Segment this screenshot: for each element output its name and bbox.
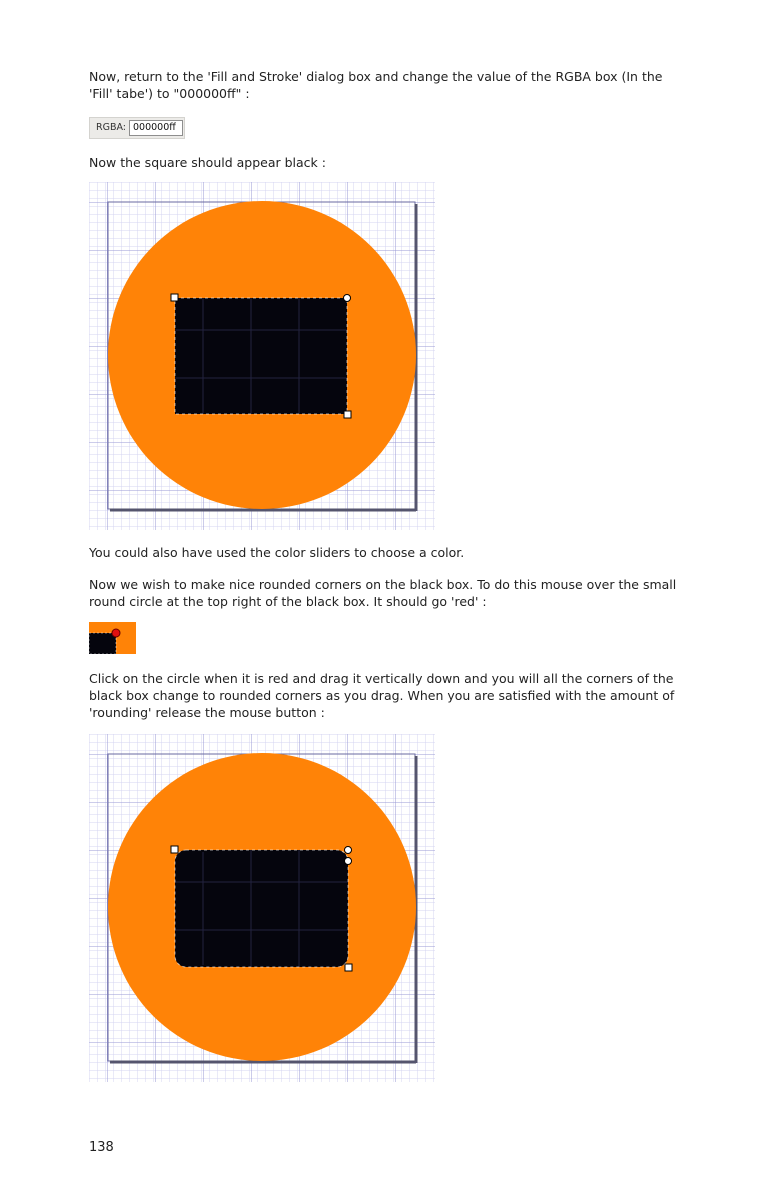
canvas-screenshot-black-box xyxy=(89,182,435,530)
square-handle-icon[interactable] xyxy=(171,294,178,301)
circle-handle-icon[interactable] xyxy=(345,858,352,865)
circle-handle-icon[interactable] xyxy=(344,295,351,302)
rounded-corners-paragraph: Now we wish to make nice rounded corners on the black box. To do this mouse over the small round circle at the top right of the black box. It should go 'red' : xyxy=(89,577,677,609)
black-square-paragraph: Now the square should appear black : xyxy=(89,155,326,170)
color-sliders-paragraph: You could also have used the color sliders to choose a color. xyxy=(89,545,465,560)
rgba-input[interactable]: 000000ff xyxy=(129,120,183,136)
page-number: 138 xyxy=(89,1140,114,1155)
rounded-black-box[interactable] xyxy=(175,850,348,967)
square-handle-icon[interactable] xyxy=(345,964,352,971)
circle-handle-icon[interactable] xyxy=(345,847,352,854)
drag-instructions-paragraph: Click on the circle when it is red and drag it vertically down and you will all the corners of the black box change to rounded corners as you drag. When you are satisfied with the amount of 'rounding' release the mouse button : xyxy=(89,671,675,720)
circle-handle-icon[interactable] xyxy=(112,629,120,637)
square-handle-icon[interactable] xyxy=(344,411,351,418)
rgba-label: RGBA: xyxy=(96,122,127,133)
black-box[interactable] xyxy=(175,298,347,414)
square-handle-icon[interactable] xyxy=(171,846,178,853)
handle-hover-thumbnail xyxy=(89,622,136,654)
canvas-screenshot-rounded-box xyxy=(89,734,435,1082)
rgba-field xyxy=(89,117,185,139)
intro-paragraph: Now, return to the 'Fill and Stroke' dialog box and change the value of the RGBA box (In the 'Fill' tabe') to "000000ff" : xyxy=(89,69,663,101)
